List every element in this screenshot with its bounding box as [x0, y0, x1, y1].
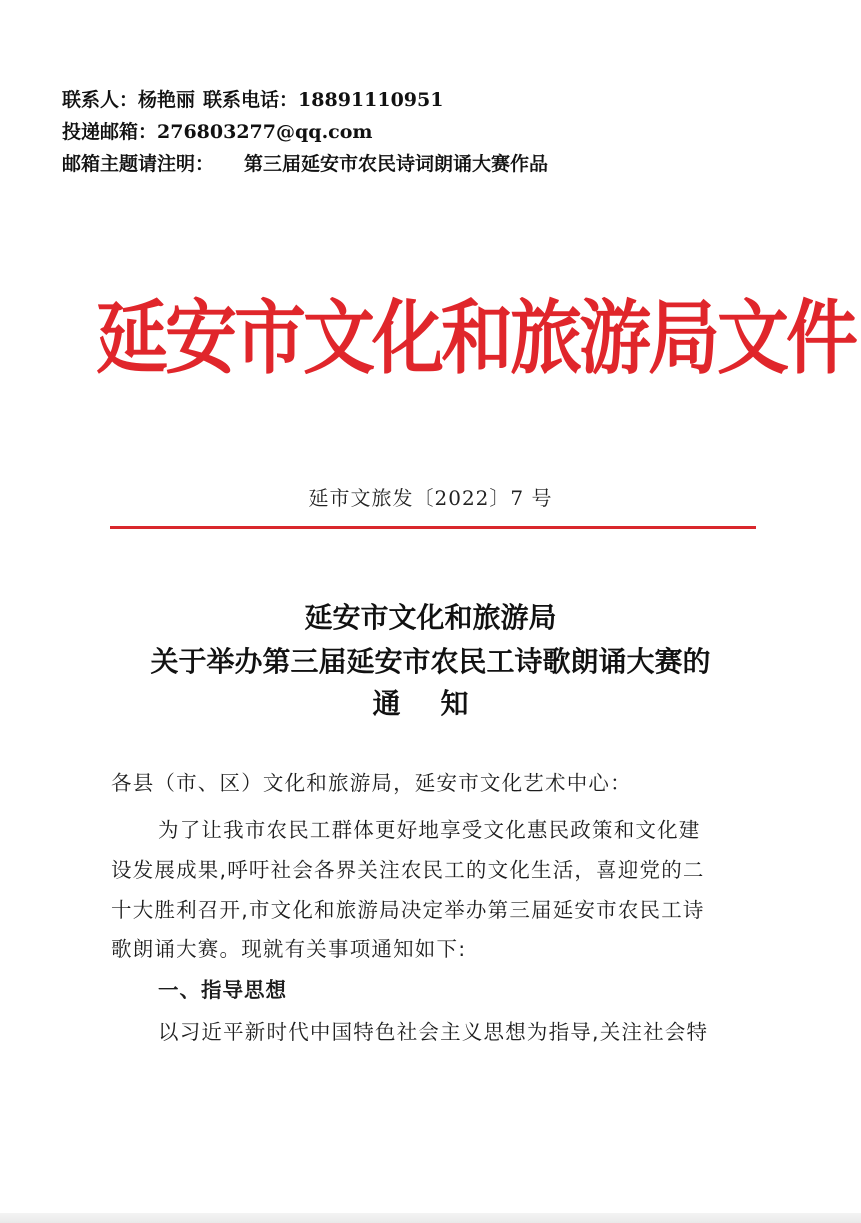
contact-phone-label: 联系电话：: [203, 89, 299, 111]
contact-person-name: 杨艳丽: [138, 89, 196, 111]
red-divider-rule: [110, 526, 756, 529]
salutation: 各县（市、区）文化和旅游局，延安市文化艺术中心：: [111, 771, 632, 795]
contact-subject: 第三届延安市农民诗词朗诵大赛作品: [244, 153, 549, 175]
paragraph-1-line-1: 为了让我市农民工群体更好地享受文化惠民政策和文化建: [158, 818, 701, 842]
title-line-1: 延安市文化和旅游局: [304, 601, 557, 634]
contact-line-subject: [62, 152, 548, 176]
page-bottom-edge: [0, 1213, 861, 1223]
contact-line-email: [62, 120, 373, 144]
paragraph-1-line-2: 设发展成果,呼吁社会各界关注农民工的文化生活，喜迎党的二: [111, 858, 705, 882]
title-line-2: 关于举办第三届延安市农民工诗歌朗诵大赛的: [150, 645, 711, 678]
document-masthead: 延安市文化和旅游局文件: [96, 289, 856, 386]
contact-email: 276803277@qq.com: [157, 121, 373, 143]
contact-person-label: 联系人：: [62, 89, 139, 111]
contact-email-label: 投递邮箱：: [62, 121, 158, 143]
contact-phone: 18891110951: [298, 89, 444, 111]
paragraph-1-line-3: 十大胜利召开,市文化和旅游局决定举办第三届延安市农民工诗: [111, 898, 705, 922]
contact-line-person: [62, 88, 443, 112]
paragraph-1-line-4: 歌朗诵大赛。现就有关事项通知如下:: [111, 937, 467, 961]
contact-subject-label: 邮箱主题请注明：: [62, 153, 215, 175]
title-line-3: 通知: [372, 687, 509, 720]
section-1-line-1: 以习近平新时代中国特色社会主义思想为指导,关注社会特: [158, 1020, 709, 1044]
section-1-heading: 一、指导思想: [158, 978, 287, 1002]
document-number: 延市文旅发〔2022〕7 号: [308, 486, 553, 510]
